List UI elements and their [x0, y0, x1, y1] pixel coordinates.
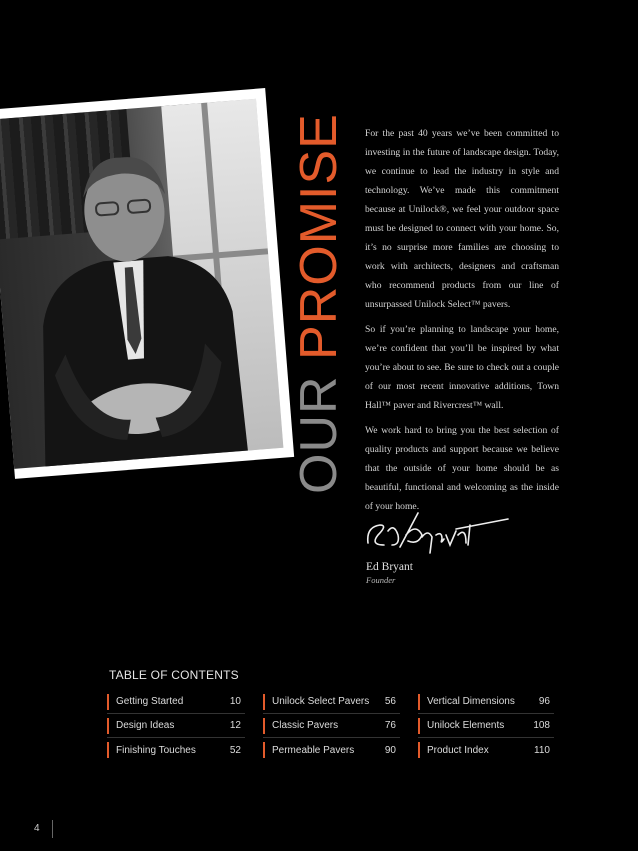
toc-item[interactable] — [107, 738, 245, 762]
toc-page: 76 — [384, 720, 396, 731]
toc-page: 110 — [534, 744, 550, 756]
signer-name: Ed Bryant — [366, 561, 413, 573]
toc-label: Unilock Select Pavers — [272, 696, 370, 707]
toc-page: 52 — [229, 744, 241, 756]
toc-page: 108 — [533, 720, 550, 731]
page-number-divider — [52, 820, 53, 838]
paragraph-3: We work hard to bring you the best selection of quality products and support because we believe that the outside of your home should be as beautiful, functional and welcoming as the inside of your home. — [365, 425, 559, 512]
toc-item[interactable] — [263, 738, 400, 762]
toc-page: 10 — [229, 696, 241, 707]
toc-label: Finishing Touches — [116, 744, 196, 756]
page-number: 4 — [34, 823, 40, 834]
toc-item[interactable] — [418, 714, 554, 738]
title-promise: PROMISE — [290, 113, 348, 360]
toc-item[interactable] — [418, 738, 554, 762]
toc-label: Unilock Elements — [427, 720, 505, 731]
title-our: OUR — [290, 375, 348, 494]
toc-label: Design Ideas — [116, 720, 175, 731]
toc-item[interactable] — [263, 714, 400, 738]
toc-page: 96 — [538, 696, 550, 707]
toc-label: Vertical Dimensions — [427, 696, 515, 707]
toc-label: Getting Started — [116, 696, 184, 707]
toc-label: Product Index — [427, 744, 489, 756]
toc-item[interactable] — [263, 690, 400, 714]
toc-item[interactable] — [418, 690, 554, 714]
founder-figure — [10, 141, 255, 469]
toc-page: 90 — [384, 744, 396, 756]
toc-item[interactable] — [107, 714, 245, 738]
founder-photo — [0, 88, 294, 479]
toc-label: Classic Pavers — [272, 720, 339, 731]
paragraph-2: So if you’re planning to landscape your home, we’re confident that you’ll be inspired by what you’re about to see. Be sure to check out a couple of our most recent innovative additions, Town Hall™ paver and Rivercrest™ wall. — [365, 324, 559, 411]
signer-role: Founder — [366, 575, 396, 585]
toc-page: 12 — [229, 720, 241, 731]
toc-column-1 — [107, 690, 245, 762]
toc-label: Permeable Pavers — [272, 744, 355, 756]
toc-page: 56 — [384, 696, 396, 707]
signature-graphic — [358, 505, 518, 565]
toc-column-2 — [263, 690, 400, 762]
toc-item[interactable] — [107, 690, 245, 714]
promise-body — [365, 124, 559, 522]
paragraph-1: For the past 40 years we’ve been committed to investing in the future of landscape design. Today, we continue to lead the industry in style and technology. We’ve made this commitment because at Unilock®, we feel your outdoor space must be designed to connect with your home. So, it’s no surprise more families are choosing to work with architects, designers and craftsman who recommend products from our line of unsurpassed Unilock Select™ pavers. — [365, 128, 559, 310]
page-title — [290, 113, 348, 494]
toc-column-3 — [418, 690, 554, 762]
toc-heading: TABLE OF CONTENTS — [109, 668, 239, 682]
